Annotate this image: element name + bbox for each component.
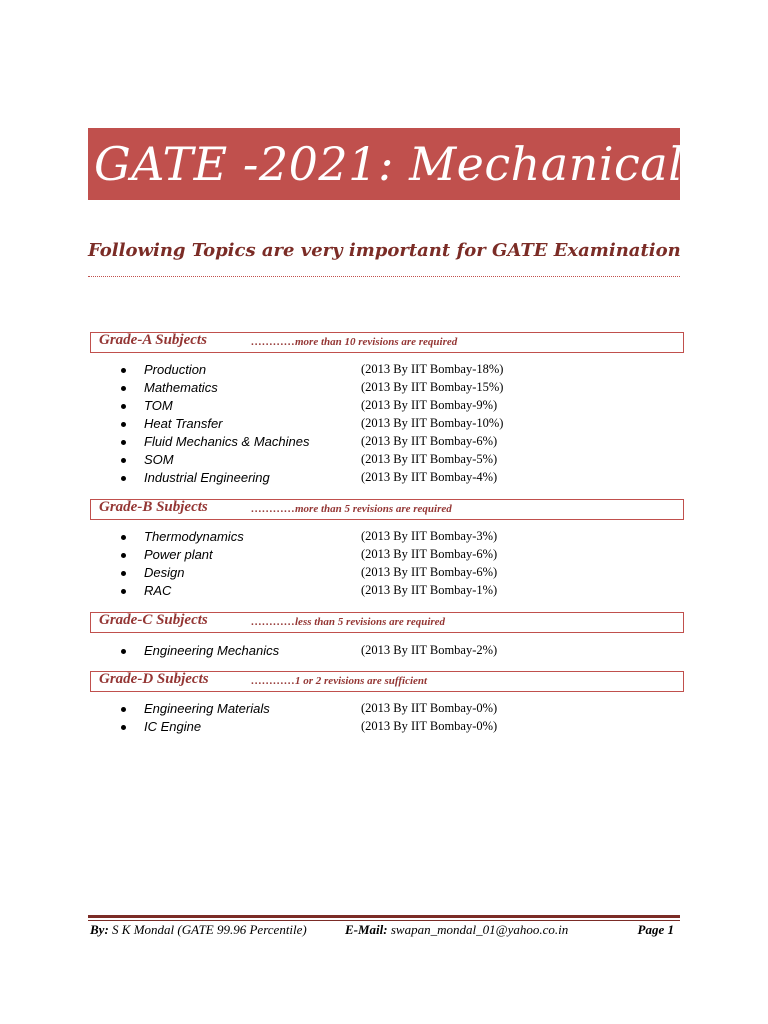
footer-email	[345, 922, 568, 938]
footer-by-value: S K Mondal (GATE 99.96 Percentile)	[108, 922, 307, 937]
list-item	[118, 470, 678, 488]
page-footer	[88, 922, 680, 940]
topic-name: TOM	[144, 398, 173, 413]
bullet-icon	[121, 422, 126, 427]
bullet-icon	[121, 589, 126, 594]
grade-c-header	[90, 612, 684, 633]
bullet-icon	[121, 707, 126, 712]
bullet-icon	[121, 553, 126, 558]
topic-name: Engineering Materials	[144, 701, 270, 716]
bullet-icon	[121, 386, 126, 391]
grade-d-header	[90, 671, 684, 692]
list-item	[118, 547, 678, 565]
page-number: Page 1	[637, 922, 674, 937]
list-item	[118, 398, 678, 416]
footer-email-value: swapan_mondal_01@yahoo.co.in	[387, 922, 569, 937]
list-item	[118, 362, 678, 380]
title-banner	[88, 128, 684, 200]
topic-name: Thermodynamics	[144, 529, 244, 544]
footer-by-label: By:	[90, 922, 109, 937]
topic-name: Engineering Mechanics	[144, 643, 280, 658]
footer-author	[90, 922, 307, 938]
topic-weight: (2013 By IIT Bombay-18%)	[361, 362, 504, 376]
grade-a-header	[90, 332, 684, 353]
topic-weight: (2013 By IIT Bombay-0%)	[361, 719, 498, 733]
topic-name: Design	[144, 565, 185, 580]
topic-name: Mathematics	[144, 380, 218, 395]
bullet-icon	[121, 476, 126, 481]
topic-weight: (2013 By IIT Bombay-1%)	[361, 583, 498, 597]
grade-note: …………less than 5 revisions are required	[251, 616, 446, 628]
bullet-icon	[121, 458, 126, 463]
topic-weight: (2013 By IIT Bombay-5%)	[361, 452, 498, 466]
list-item	[118, 701, 678, 719]
topic-weight: (2013 By IIT Bombay-6%)	[361, 565, 498, 579]
bullet-icon	[121, 404, 126, 409]
grade-b-header	[90, 499, 684, 520]
list-item	[118, 643, 678, 661]
topic-name: Power plant	[144, 547, 213, 562]
topic-weight: (2013 By IIT Bombay-2%)	[361, 643, 498, 657]
list-item	[118, 434, 678, 452]
topic-name: IC Engine	[144, 719, 202, 734]
grade-note: …………1 or 2 revisions are sufficient	[251, 675, 428, 687]
list-item	[118, 719, 678, 737]
page-subtitle: Following Topics are very important for GATE Examination	[88, 240, 681, 261]
topic-name: RAC	[144, 583, 172, 598]
grade-title: Grade-D Subjects	[99, 671, 209, 687]
list-item	[118, 416, 678, 434]
bullet-icon	[121, 571, 126, 576]
grade-note: …………more than 10 revisions are required	[251, 336, 458, 348]
list-item	[118, 565, 678, 583]
list-item	[118, 583, 678, 601]
topic-name: Industrial Engineering	[144, 470, 270, 485]
grade-title: Grade-A Subjects	[99, 332, 207, 348]
topic-weight: (2013 By IIT Bombay-3%)	[361, 529, 498, 543]
footer-divider	[88, 915, 680, 918]
topic-name: SOM	[144, 452, 174, 467]
dotted-divider	[88, 276, 680, 277]
grade-d-list	[118, 701, 678, 737]
grade-a-list	[118, 362, 678, 488]
grade-note: …………more than 5 revisions are required	[251, 503, 452, 515]
topic-weight: (2013 By IIT Bombay-10%)	[361, 416, 504, 430]
list-item	[118, 380, 678, 398]
bullet-icon	[121, 725, 126, 730]
topic-weight: (2013 By IIT Bombay-4%)	[361, 470, 498, 484]
topic-weight: (2013 By IIT Bombay-6%)	[361, 547, 498, 561]
bullet-icon	[121, 440, 126, 445]
grade-title: Grade-B Subjects	[99, 499, 208, 515]
page-title: GATE -2021: Mechanical	[94, 137, 684, 191]
list-item	[118, 452, 678, 470]
topic-name: Heat Transfer	[144, 416, 223, 431]
grade-c-list	[118, 643, 678, 661]
topic-weight: (2013 By IIT Bombay-6%)	[361, 434, 498, 448]
list-item	[118, 529, 678, 547]
bullet-icon	[121, 368, 126, 373]
topic-weight: (2013 By IIT Bombay-15%)	[361, 380, 504, 394]
topic-name: Production	[144, 362, 207, 377]
bullet-icon	[121, 535, 126, 540]
footer-email-label: E-Mail:	[345, 922, 388, 937]
bullet-icon	[121, 649, 126, 654]
topic-name: Fluid Mechanics & Machines	[144, 434, 310, 449]
topic-weight: (2013 By IIT Bombay-0%)	[361, 701, 498, 715]
topic-weight: (2013 By IIT Bombay-9%)	[361, 398, 498, 412]
footer-divider-thin	[88, 920, 680, 921]
grade-title: Grade-C Subjects	[99, 612, 208, 628]
grade-b-list	[118, 529, 678, 601]
